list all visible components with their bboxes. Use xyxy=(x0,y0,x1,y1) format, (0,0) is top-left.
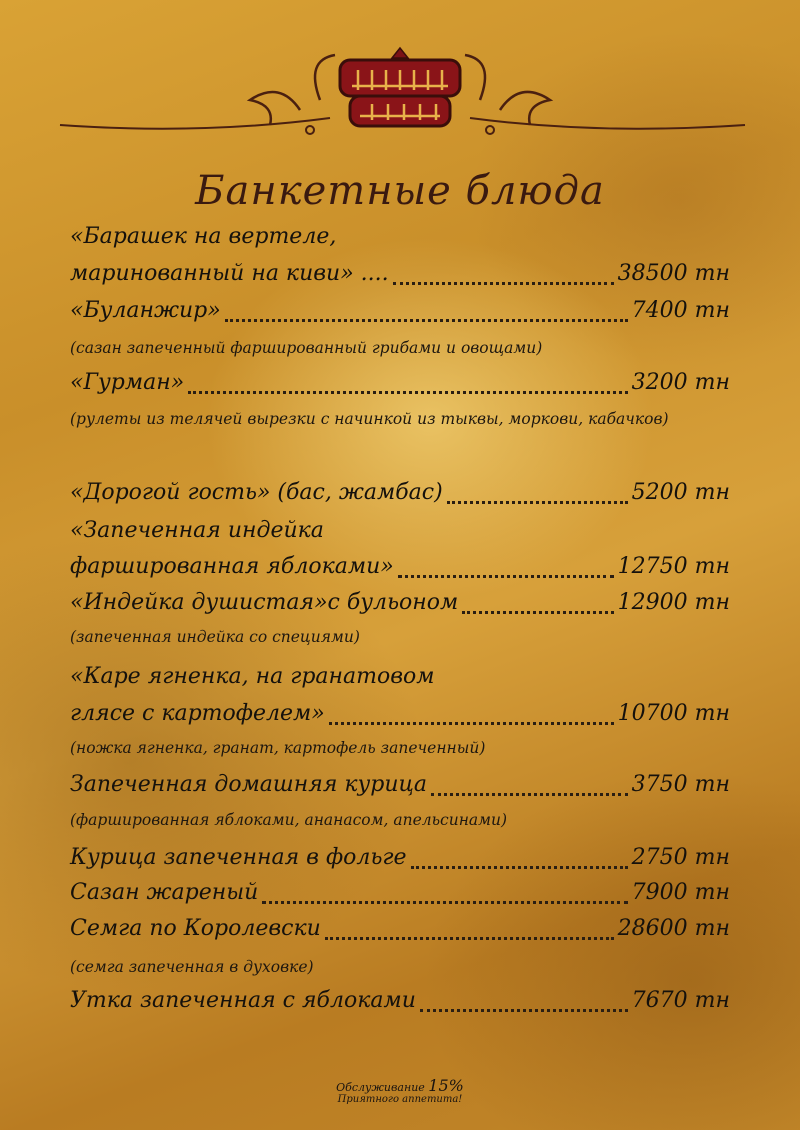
leader-dots xyxy=(431,775,628,796)
menu-item xyxy=(70,878,730,908)
menu-item-price: 3200 тн xyxy=(631,370,730,395)
menu-item xyxy=(70,699,730,729)
menu-item xyxy=(70,770,730,800)
menu-item-price: 28600 тн xyxy=(617,916,730,941)
menu-item xyxy=(70,259,730,289)
service-charge xyxy=(0,1076,800,1095)
menu-item xyxy=(70,843,730,873)
menu-item-name: Сазан жареный xyxy=(70,880,259,905)
bon-appetit: Приятного аппетита! xyxy=(337,1094,463,1105)
menu-item xyxy=(70,552,730,582)
menu-item-name: маринованный на киви» .... xyxy=(70,261,389,286)
menu-item-name: глясе с картофелем» xyxy=(70,701,325,726)
menu-item-name: «Дорогой гость» (бас, жамбас) xyxy=(70,480,443,505)
leader-dots xyxy=(188,373,627,394)
menu-item-name: «Буланжир» xyxy=(70,298,221,323)
leader-dots xyxy=(325,919,614,940)
leader-dots xyxy=(420,991,628,1012)
menu-item xyxy=(70,368,730,398)
menu-item-name-line1: «Барашек на вертеле, xyxy=(70,224,337,249)
leader-dots xyxy=(225,301,628,322)
menu-item-price: 5200 тн xyxy=(631,480,730,505)
menu-item-name: Курица запеченная в фольге xyxy=(70,845,407,870)
menu-item-name-line1: «Каре ягненка, на гранатовом xyxy=(70,664,435,689)
menu-item-name: «Гурман» xyxy=(70,370,185,395)
menu-item xyxy=(70,986,730,1016)
leader-dots xyxy=(398,557,614,578)
menu-item-price: 12750 тн xyxy=(617,554,730,579)
menu-item-name-line1: «Запеченная индейка xyxy=(70,518,324,543)
service-value: 15% xyxy=(428,1076,464,1095)
menu-item-name: фаршированная яблоками» xyxy=(70,554,394,579)
menu-item xyxy=(70,588,730,618)
menu-item-price: 38500 тн xyxy=(617,261,730,286)
menu-title: Банкетные блюда xyxy=(195,168,605,214)
menu-item-price: 3750 тн xyxy=(631,772,730,797)
menu-item-note: (фаршированная яблоками, ананасом, апельсинами) xyxy=(70,811,508,829)
leader-dots xyxy=(393,264,614,285)
menu-item xyxy=(70,296,730,326)
leader-dots xyxy=(329,704,614,725)
menu-item-note: (семга запеченная в духовке) xyxy=(70,958,314,976)
menu-item-price: 7670 тн xyxy=(631,988,730,1013)
menu-item-price: 7900 тн xyxy=(631,880,730,905)
menu-item xyxy=(70,478,730,508)
menu-item-note: (рулеты из телячей вырезки с начинкой из тыквы, моркови, кабачков) xyxy=(70,410,669,428)
menu-item-name: «Индейка душистая»с бульоном xyxy=(70,590,459,615)
menu-item-price: 7400 тн xyxy=(631,298,730,323)
menu-item-note: (ножка ягненка, гранат, картофель запеченный) xyxy=(70,739,486,757)
menu-item-note: (сазан запеченный фаршированный грибами и овощами) xyxy=(70,339,543,357)
leader-dots xyxy=(462,593,613,614)
leader-dots xyxy=(411,848,628,869)
service-label: Обслуживание xyxy=(336,1081,425,1094)
leader-dots xyxy=(447,483,628,504)
leader-dots xyxy=(262,883,627,904)
menu-item-note: (запеченная индейка со специями) xyxy=(70,628,360,646)
menu-item-price: 2750 тн xyxy=(631,845,730,870)
menu-item-name: Семга по Королевски xyxy=(70,916,321,941)
menu-item-name: Запеченная домашняя курица xyxy=(70,772,427,797)
menu-item-price: 10700 тн xyxy=(617,701,730,726)
restaurant-logo xyxy=(0,40,800,150)
menu-item-name: Утка запеченная с яблоками xyxy=(70,988,416,1013)
menu-item-price: 12900 тн xyxy=(617,590,730,615)
menu-item xyxy=(70,914,730,944)
